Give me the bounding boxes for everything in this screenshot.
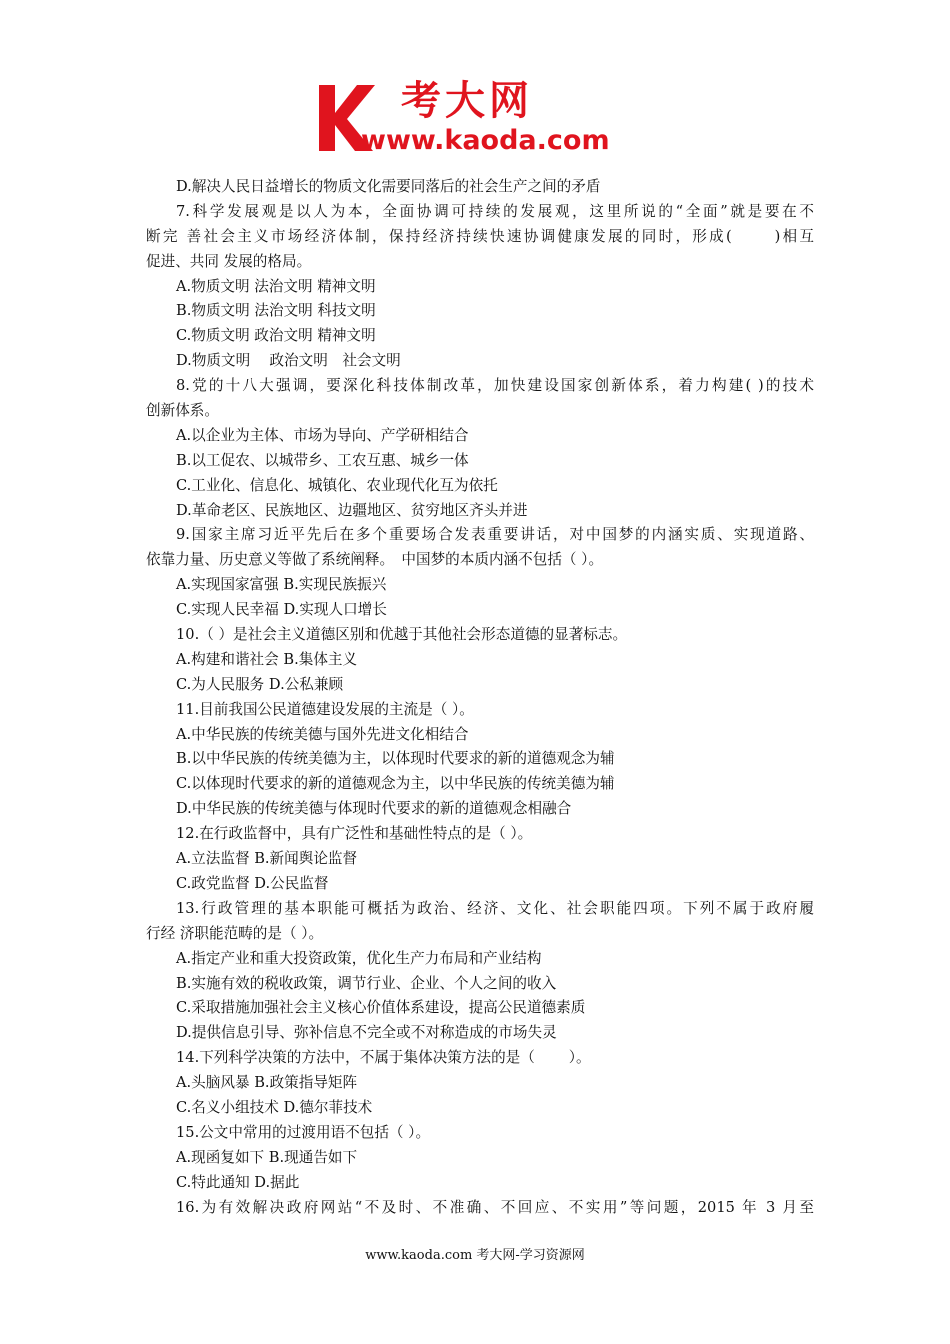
text-line: 16.为有效解决政府网站“不及时、不准确、不回应、不实用”等问题，2015 年 3 月至 [176, 1198, 814, 1216]
text-line: B.以中华民族的传统美德为主，以体现时代要求的新的道德观念为辅 [176, 750, 615, 768]
document-body [146, 175, 814, 1220]
text-line: B.实施有效的税收政策，调节行业、企业、个人之间的收入 [176, 974, 557, 992]
text-line: D.物质文明 政治文明 社会文明 [176, 352, 401, 370]
text-line: C.名义小组技术 D.德尔菲技术 [176, 1098, 373, 1116]
text-line: A.物质文明 法治文明 精神文明 [176, 277, 376, 295]
text-line: C.物质文明 政治文明 精神文明 [176, 327, 376, 345]
text-line: D.解决人民日益增长的物质文化需要同落后的社会生产之间的矛盾 [176, 178, 601, 195]
text-line: 10.（ ）是社会主义道德区别和优越于其他社会形态道德的显著标志。 [176, 626, 628, 644]
text-line: 11.目前我国公民道德建设发展的主流是（ ）。 [176, 700, 474, 718]
text-line: A.以企业为主体、市场为导向、产学研相结合 [176, 426, 469, 444]
text-line: 创新体系。 [146, 402, 219, 420]
kaoda-logo [317, 78, 637, 161]
text-line: C.政党监督 D.公民监督 [176, 874, 329, 892]
text-line: 15.公文中常用的过渡用语不包括（ ）。 [176, 1123, 431, 1141]
text-line: C.采取措施加强社会主义核心价值体系建设，提高公民道德素质 [176, 999, 586, 1017]
text-line: 8.党的十八大强调，要深化科技体制改革，加快建设国家创新体系，着力构建( )的技术 [176, 377, 814, 395]
text-line: A.中华民族的传统美德与国外先进文化相结合 [176, 725, 469, 743]
text-line: C.为人民服务 D.公私兼顾 [176, 675, 344, 693]
text-line: A.立法监督 B.新闻舆论监督 [176, 850, 358, 868]
text-line: D.革命老区、民族地区、边疆地区、贫穷地区齐头并进 [176, 501, 528, 519]
text-line: D.提供信息引导、弥补信息不完全或不对称造成的市场失灵 [176, 1024, 557, 1042]
text-line: 12.在行政监督中，具有广泛性和基础性特点的是（ ）。 [176, 825, 533, 843]
text-line: C.工业化、信息化、城镇化、农业现代化互为依托 [176, 476, 498, 494]
logo-name: 考大网 [401, 78, 533, 124]
text-line: 14.下列科学决策的方法中，不属于集体决策方法的是（ ）。 [176, 1049, 591, 1067]
text-line: 7.科学发展观是以人为本，全面协调可持续的发展观，这里所说的“全面”就是要在不 [176, 202, 814, 220]
text-line: 促进、共同 发展的格局。 [146, 252, 312, 270]
text-line: 13.行政管理的基本职能可概括为政治、经济、文化、社会职能四项。下列不属于政府履 [176, 899, 814, 917]
text-line: A.现函复如下 B.现通告如下 [176, 1148, 358, 1166]
text-line: B.以工促农、以城带乡、工农互惠、城乡一体 [176, 451, 469, 469]
text-line: B.物质文明 法治文明 科技文明 [176, 302, 376, 320]
text-line: 断完 善社会主义市场经济体制，保持经济持续快速协调健康发展的同时，形成( )相互 [146, 227, 814, 245]
logo-url: www.kaoda.com [361, 125, 610, 156]
text-line: A.头脑风暴 B.政策指导矩阵 [176, 1074, 358, 1092]
text-line: 9.国家主席习近平先后在多个重要场合发表重要讲话，对中国梦的内涵实质、实现道路、 [176, 526, 814, 544]
text-line: A.实现国家富强 B.实现民族振兴 [176, 576, 387, 594]
text-line: 行经 济职能范畴的是（ ）。 [146, 924, 324, 942]
text-line: C.特此通知 D.据此 [176, 1173, 300, 1191]
text-line: A.构建和谐社会 B.集体主义 [176, 650, 358, 668]
text-line: C.实现人民幸福 D.实现人口增长 [176, 601, 387, 619]
text-line: A.指定产业和重大投资政策，优化生产力布局和产业结构 [176, 949, 542, 967]
text-line: 依靠力量、历史意义等做了系统阐释。 中国梦的本质内涵不包括（ ）。 [146, 551, 604, 569]
text-line: D.中华民族的传统美德与体现时代要求的新的道德观念相融合 [176, 800, 572, 818]
text-line: C.以体现时代要求的新的道德观念为主，以中华民族的传统美德为辅 [176, 775, 615, 793]
page-footer: www.kaoda.com 考大网-学习资源网 [365, 1248, 585, 1263]
